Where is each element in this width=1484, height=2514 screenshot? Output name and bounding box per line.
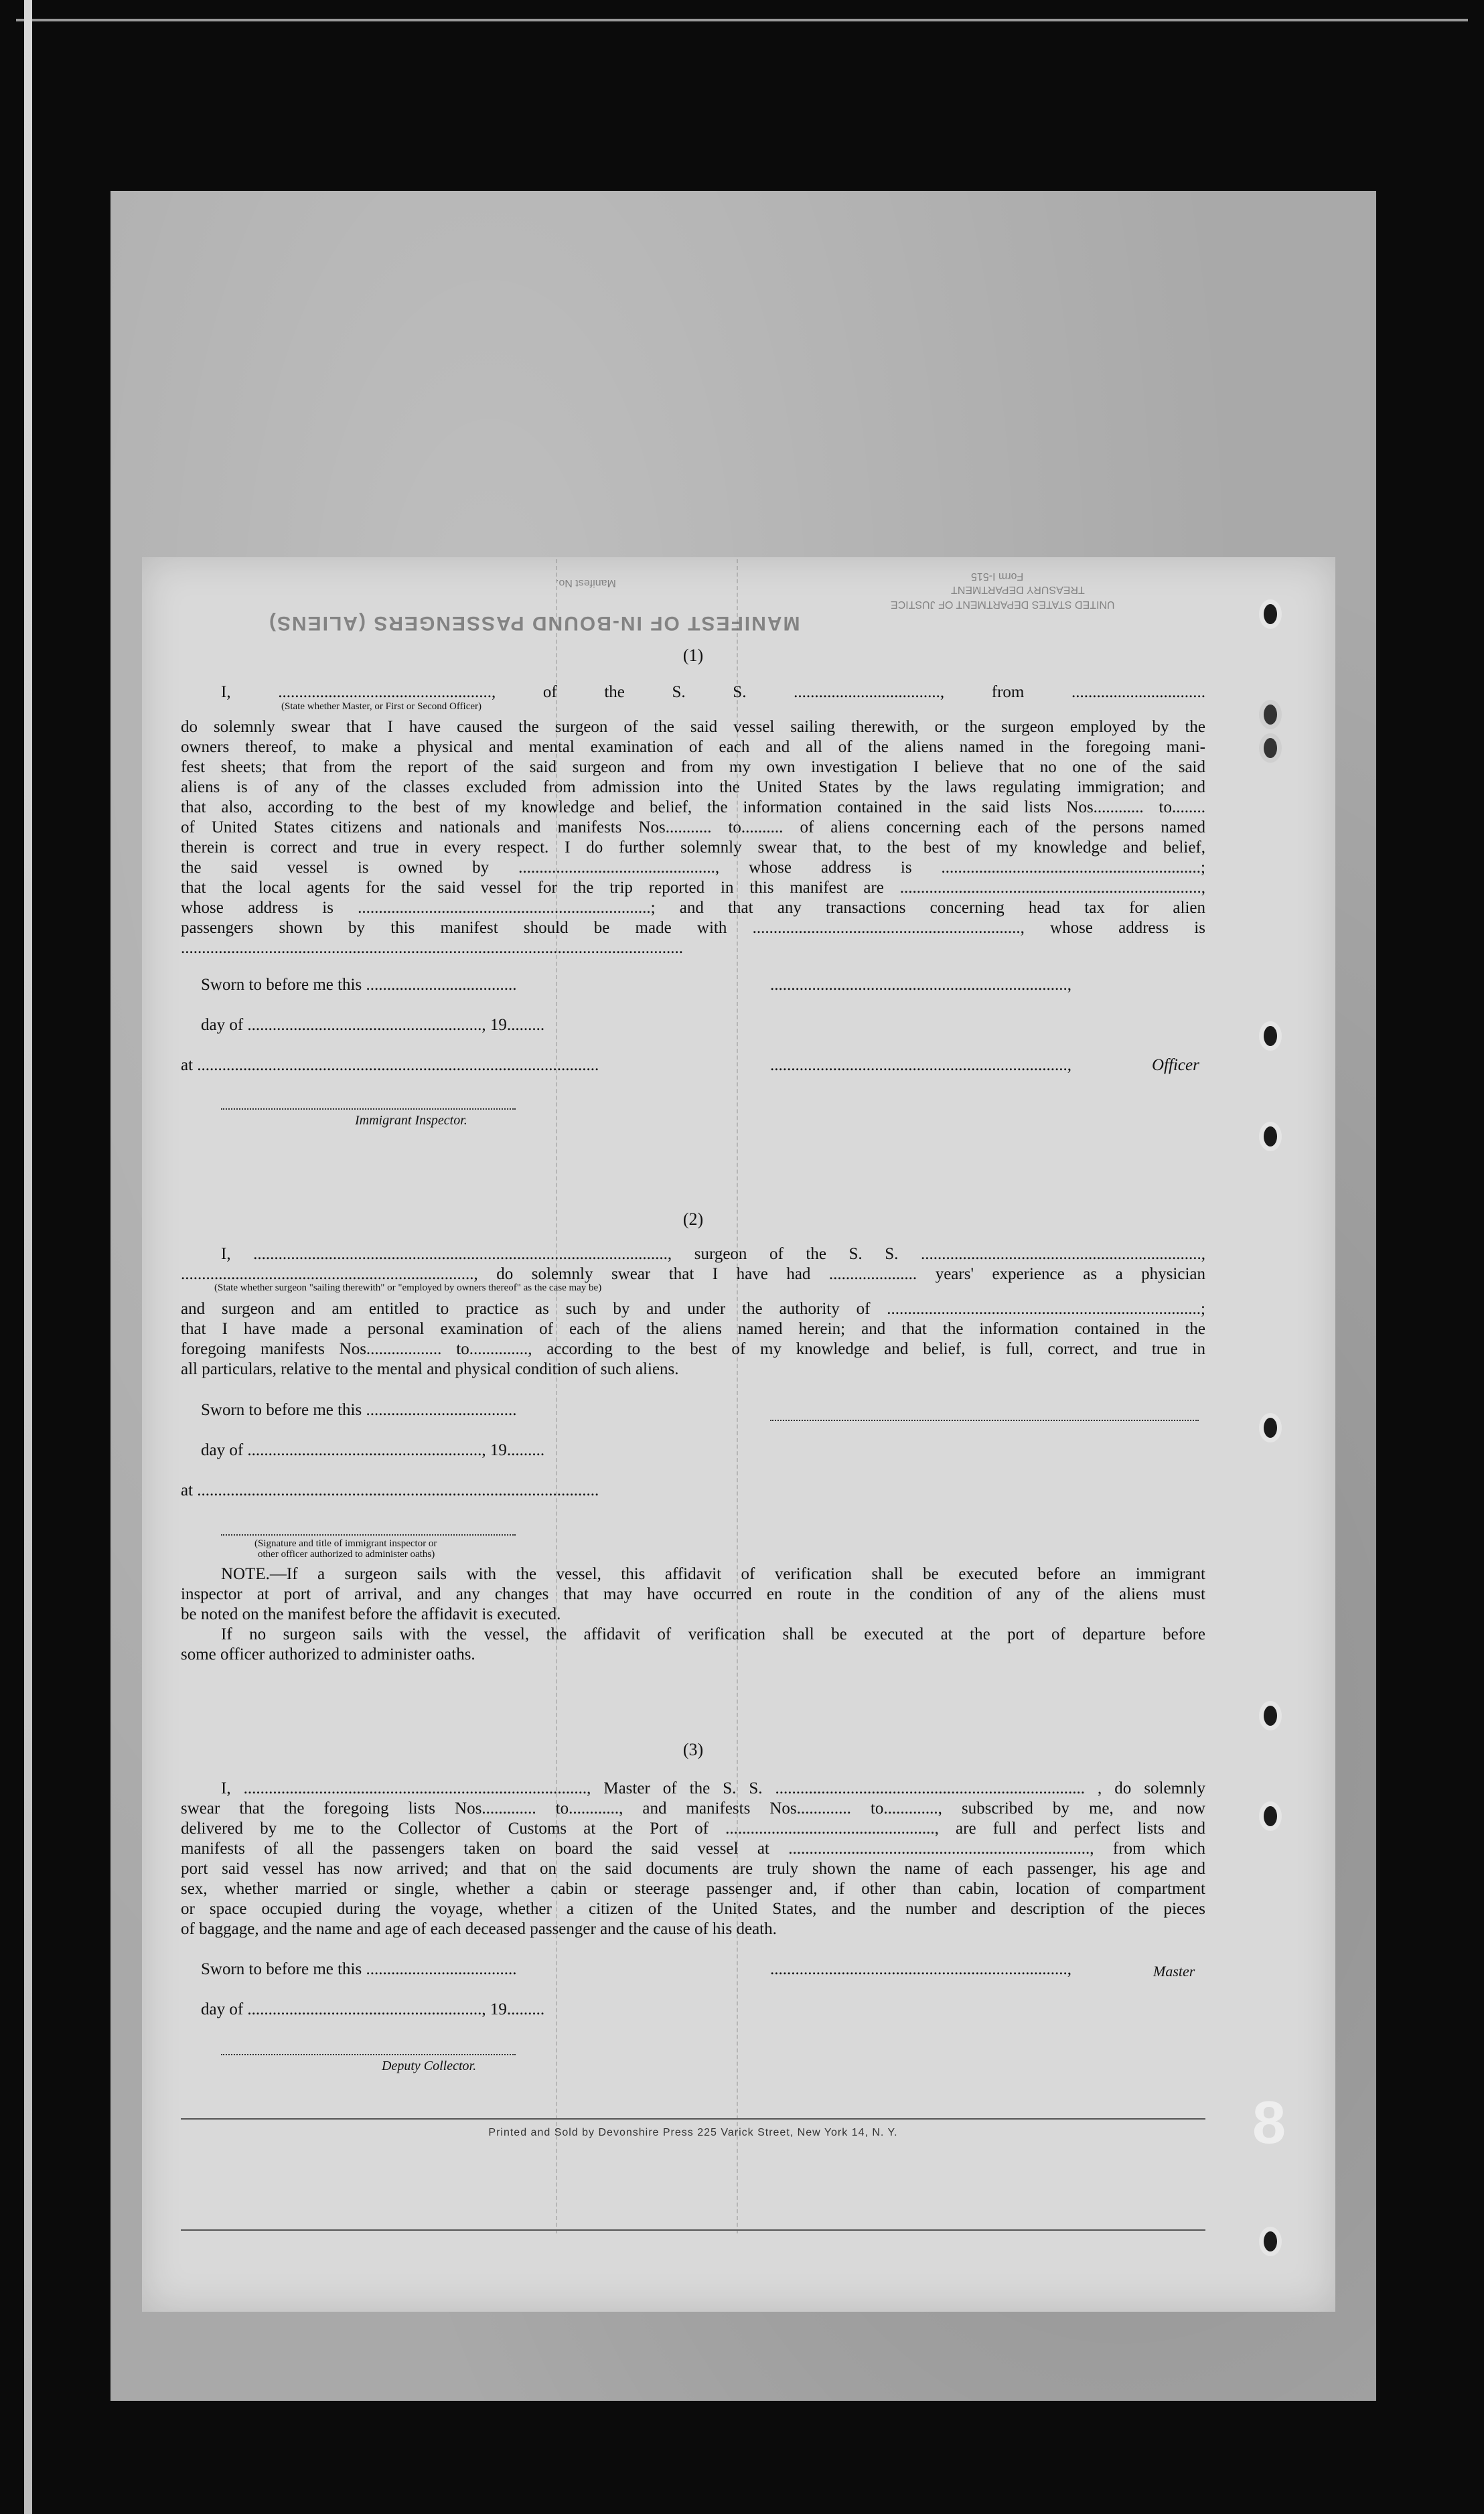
- section-2-sig-note-1: (Signature and title of immigrant inspector or: [254, 1538, 437, 1549]
- section-1-body-line: owners thereof, to make a physical and mental examination of each and all of the aliens named in the foregoing mani-: [181, 738, 1205, 756]
- film-edge-top: [16, 19, 1468, 21]
- bleed-through-header: [181, 559, 1205, 646]
- section-2-body-line: foregoing manifests Nos.................. to.............., according to the best of my knowledge and belief, is full, correct, and true in: [181, 1340, 1205, 1358]
- section-3-body-line: delivered by me to the Collector of Customs at the Port of .................................................., are full and perfect lists and: [181, 1820, 1205, 1838]
- footer-rule: [181, 2118, 1205, 2120]
- section-3-body-line: swear that the foregoing lists Nos............. to............, and manifests Nos............. to............., subscribed by me, and now: [181, 1799, 1205, 1818]
- section-3-collector-label: Deputy Collector.: [382, 2059, 477, 2073]
- punch-hole: [1259, 700, 1282, 729]
- section-1-body-line: of United States citizens and nationals and manifests Nos........... to.......... of aliens concerning each of the persons named: [181, 818, 1205, 836]
- section-1-body-line: do solemnly swear that I have caused the surgeon of the said vessel sailing therewith, or the surgeon employed by the: [181, 718, 1205, 736]
- section-1-body-line: ........................................................................................................................: [181, 939, 683, 957]
- section-1-inspector-label: Immigrant Inspector.: [355, 1113, 467, 1128]
- section-1-day: day of ........................................................, 19.........: [201, 1016, 545, 1034]
- bleed-bureau: UNITED STATES DEPARTMENT OF JUSTICE: [891, 599, 1115, 610]
- printer-footer: Printed and Sold by Devonshire Press 225 Varick Street, New York 14, N. Y.: [488, 2127, 898, 2138]
- bleed-title: MANIFEST OF IN-BOUND PASSENGERS (ALIENS): [268, 612, 800, 634]
- surgeon-signature-line: [770, 1420, 1199, 1421]
- section-3-number: (3): [682, 1740, 704, 1759]
- section-2-line-1: I, ..................................................................................................., surgeon of the S. S. ...................................................................,: [221, 1245, 1205, 1263]
- bleed-form-no: Form I-515: [971, 571, 1024, 582]
- section-2-body-line: and surgeon and am entitled to practice as such by and under the authority of ...........................................................................;: [181, 1300, 1205, 1318]
- section-3-master-signature: .......................................................................,: [770, 1960, 1071, 1978]
- section-2-note-line: If no surgeon sails with the vessel, the affidavit of verification shall be executed at the port of departure before: [221, 1625, 1205, 1643]
- section-3-body-line: of baggage, and the name and age of each deceased passenger and the cause of his death.: [181, 1920, 777, 1938]
- section-2-day: day of ........................................................, 19.........: [201, 1441, 545, 1459]
- section-1-body-line: aliens is of any of the classes excluded from admission into the United States by the laws regulating immigration; and: [181, 778, 1205, 796]
- section-2-sworn: Sworn to before me this ....................................: [201, 1401, 517, 1419]
- section-3-day: day of ........................................................, 19.........: [201, 2000, 545, 2018]
- punch-hole: [1259, 1021, 1282, 1051]
- punch-hole: [1259, 1801, 1282, 1831]
- section-1-body-line: that the local agents for the said vessel for the trip reported in this manifest are ........................................................................,: [181, 879, 1205, 897]
- section-2-line-2: ......................................................................, do solemnly swear that I have had ..................... years' experience as a physician: [181, 1265, 1205, 1283]
- section-1-body-line: whose address is ......................................................................; and that any transactions concerning head tax for alien: [181, 899, 1205, 917]
- section-2-sig-note-2: other officer authorized to administer oaths): [258, 1549, 435, 1560]
- section-2-note-line: inspector at port of arrival, and any changes that may have occurred en route in the condition of any of the aliens must: [181, 1585, 1205, 1603]
- bleed-dept: TREASURY DEPARTMENT: [951, 584, 1085, 595]
- inspector-signature-line: [221, 1534, 516, 1536]
- punch-hole: [1259, 1122, 1282, 1151]
- manifest-content: [181, 559, 1205, 2233]
- section-1-sub-note: (State whether Master, or First or Second Officer): [281, 701, 482, 712]
- section-3-body-line: port said vessel has now arrived; and that on the said documents are truly shown the name of each passenger, his age and: [181, 1860, 1205, 1878]
- section-1-line-1: I, ..................................................., of the S. S. ..................................., from ................................: [221, 683, 1205, 701]
- section-2-note-line: some officer authorized to administer oaths.: [181, 1645, 475, 1663]
- punch-hole: [1259, 733, 1282, 763]
- section-3-body-line: or space occupied during the voyage, whether a citizen of the United States, and the number and description of the pieces: [181, 1900, 1205, 1918]
- section-3-sworn: Sworn to before me this ....................................: [201, 1960, 517, 1978]
- section-2-note-line: be noted on the manifest before the affidavit is executed.: [181, 1605, 561, 1623]
- section-2-body-line: that I have made a personal examination of each of the aliens named herein; and that the information contained in the: [181, 1320, 1205, 1338]
- section-3-body-line: I, .................................................................................., Master of the S. S. .......................................................................... , do solemnly: [221, 1779, 1205, 1797]
- section-1-officer-label: Officer: [1152, 1056, 1199, 1074]
- bleed-manifest-no: Manifest No.: [556, 577, 616, 589]
- section-2-note-line: NOTE.—If a surgeon sails with the vessel, this affidavit of verification shall be executed before an immigrant: [221, 1565, 1205, 1583]
- punch-hole: [1259, 2227, 1282, 2256]
- section-2-at: at ................................................................................................: [181, 1481, 599, 1499]
- section-1-sworn: Sworn to before me this ....................................: [201, 976, 517, 994]
- section-3-body-line: sex, whether married or single, whether a cabin or steerage passenger and, if other than cabin, location of compartment: [181, 1880, 1205, 1898]
- punch-hole: [1259, 1701, 1282, 1730]
- section-1-at: at ................................................................................................: [181, 1056, 599, 1074]
- section-1-body-line: that also, according to the best of my knowledge and belief, the information contained in the said lists Nos............ to........: [181, 798, 1205, 816]
- punch-hole: [1259, 599, 1282, 629]
- section-1-body-line: fest sheets; that from the report of the said surgeon and from my own investigation I believe that no one of the said: [181, 758, 1205, 776]
- section-1-right-signature: .......................................................................,: [770, 976, 1071, 994]
- section-1-body-line: passengers shown by this manifest should be made with ................................................................, whose address is: [181, 919, 1205, 937]
- collector-signature-line: [221, 2054, 516, 2055]
- section-2-number: (2): [682, 1209, 704, 1229]
- inspector-signature-line: [221, 1108, 516, 1110]
- section-1-body-line: the said vessel is owned by ..............................................., whose address is ..............................................................;: [181, 859, 1205, 877]
- section-3-body-line: manifests of all the passengers taken on board the said vessel at ........................................................................, from which: [181, 1840, 1205, 1858]
- section-1-officer-signature: .......................................................................,: [770, 1056, 1071, 1074]
- punch-hole: [1259, 1413, 1282, 1443]
- section-2-body-line: all particulars, relative to the mental and physical condition of such aliens.: [181, 1360, 679, 1378]
- section-3-master-label: Master: [1153, 1963, 1195, 1980]
- section-1-number: (1): [682, 646, 704, 665]
- frame-number: 8: [1252, 2089, 1286, 2156]
- section-1-body-line: therein is correct and true in every respect. I do further solemnly swear that, to the best of my knowledge and belief,: [181, 838, 1205, 857]
- film-edge: [24, 0, 32, 2514]
- section-2-sub-note: (State whether surgeon "sailing therewith" or "employed by owners thereof" as the case may be): [214, 1282, 602, 1293]
- bottom-rule: [181, 2229, 1205, 2231]
